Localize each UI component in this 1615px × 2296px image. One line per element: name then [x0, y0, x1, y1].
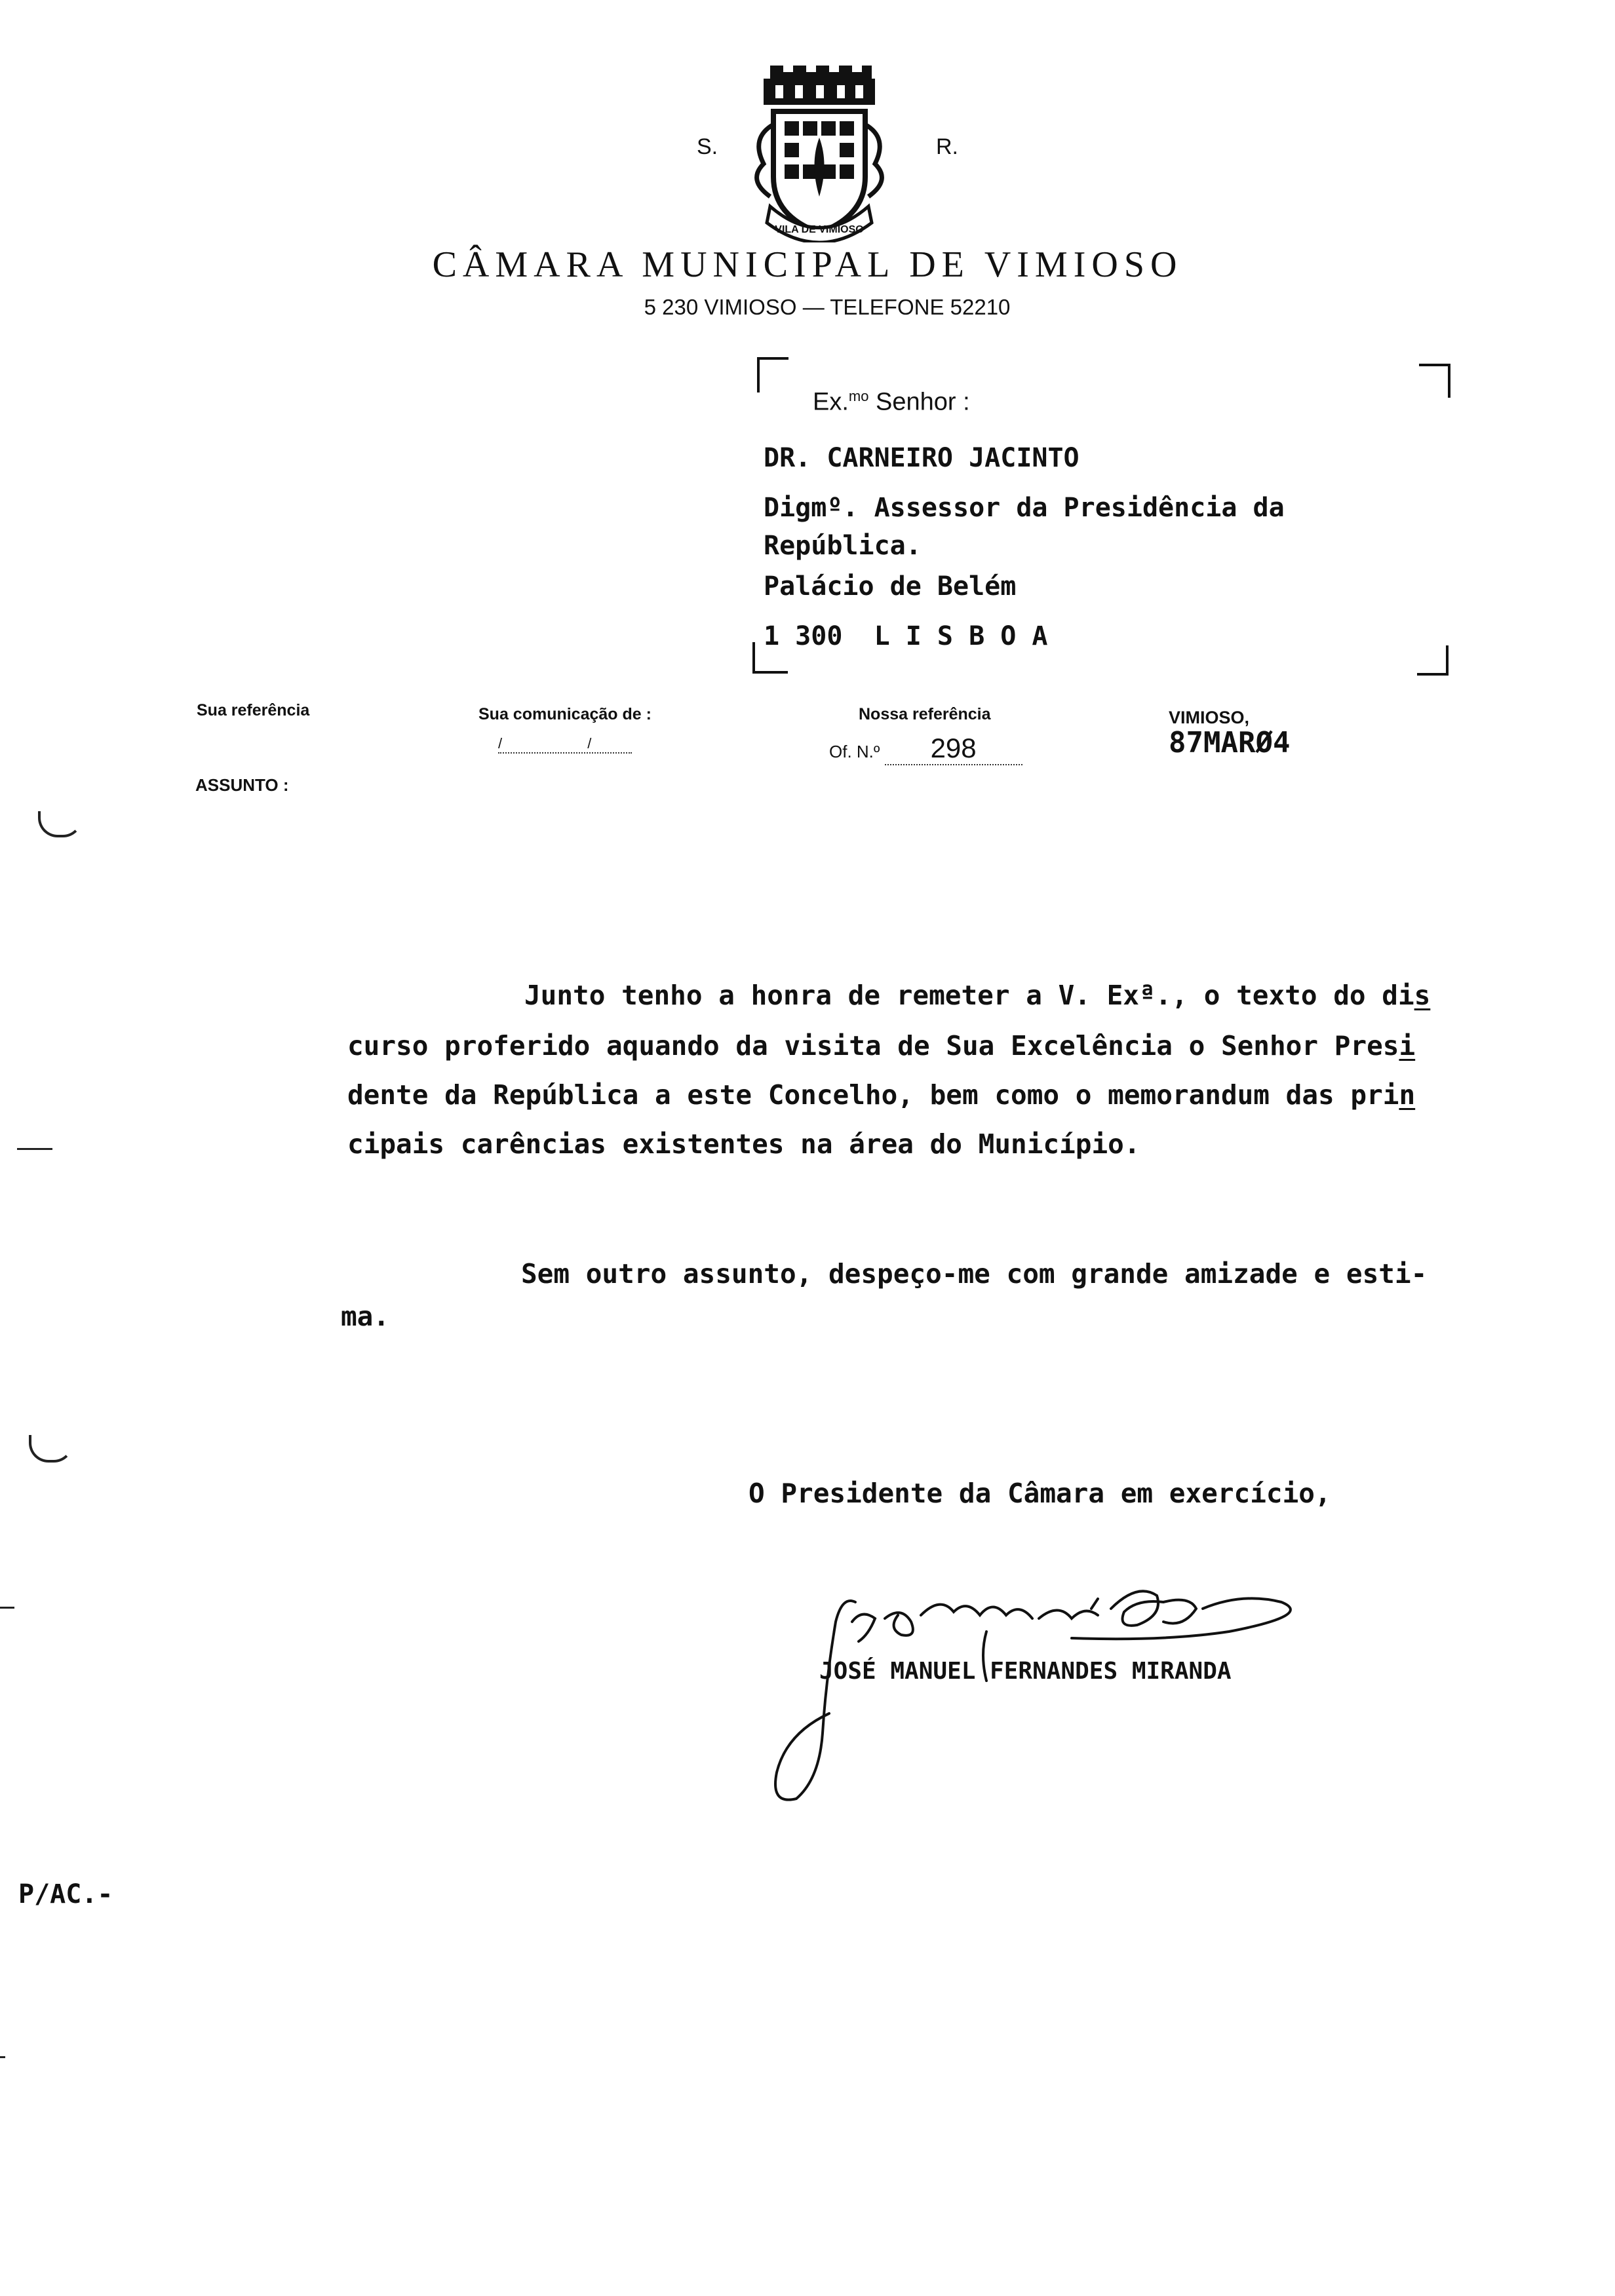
margin-fold-mark [38, 811, 83, 837]
body-line: curso proferido aquando da visita de Sua Excelência o Senhor Presi [347, 1030, 1416, 1062]
address-window-corner-top-right [1419, 364, 1450, 398]
address-window-corner-bottom-right [1417, 645, 1449, 676]
body-line: cipais carências existentes na área do Município. [347, 1128, 1140, 1160]
signatory-name: JOSÉ MANUEL FERNANDES MIRANDA [819, 1658, 1232, 1685]
sua-comunicacao-label: Sua comunicação de : [478, 705, 652, 723]
assunto-label: ASSUNTO : [195, 775, 289, 795]
address-window-corner-top-left [757, 357, 788, 392]
margin-tick [0, 2056, 5, 2058]
sua-comunicacao-blank: / / [498, 735, 632, 754]
council-address: 5 230 VIMIOSO — TELEFONE 52210 [644, 295, 1011, 319]
letter-date: 87MARØ4 [1169, 726, 1291, 759]
recipient-name: DR. CARNEIRO JACINTO [764, 443, 1080, 473]
recipient-city: 1 300 L I S B O A [764, 621, 1048, 651]
body-line: Junto tenho a honra de remeter a V. Exª., o texto do dis [524, 980, 1431, 1011]
nossa-referencia-label: Nossa referência [859, 705, 991, 723]
crest-banner-text: VILA DE VIMIOSO [775, 224, 864, 235]
handwritten-signature [770, 1582, 1334, 1805]
body-line: Sem outro assunto, despeço-me com grande amizade e esti- [521, 1258, 1428, 1290]
closing-title: O Presidente da Câmara em exercício, [749, 1478, 1331, 1509]
council-title: CÂMARA MUNICIPAL DE VIMIOSO [432, 244, 1183, 285]
body-line: ma. [341, 1301, 390, 1332]
recipient-position-cont: República. [764, 531, 922, 561]
mark-left: S. [697, 134, 718, 159]
place-label: VIMIOSO, [1169, 708, 1250, 727]
margin-fold-mark [29, 1435, 73, 1463]
recipient-position: Digmº. Assessor da Presidência da [764, 493, 1285, 523]
municipal-crest-seal [744, 66, 895, 242]
margin-tick [17, 1148, 52, 1150]
of-number-field [829, 733, 1022, 765]
salutation: Ex.$^{mo}$ Senhor : [813, 388, 970, 416]
of-label: Of. N.º [829, 742, 880, 761]
margin-tick [0, 1607, 14, 1609]
body-line: dente da República a este Concelho, bem como o memorandum das prin [347, 1079, 1416, 1111]
sua-referencia-label: Sua referência [197, 701, 310, 719]
recipient-address: Palácio de Belém [764, 571, 1017, 602]
mark-right: R. [936, 134, 958, 159]
typist-initials: P/AC.- [18, 1879, 113, 1909]
of-number: 298 [885, 733, 1022, 765]
